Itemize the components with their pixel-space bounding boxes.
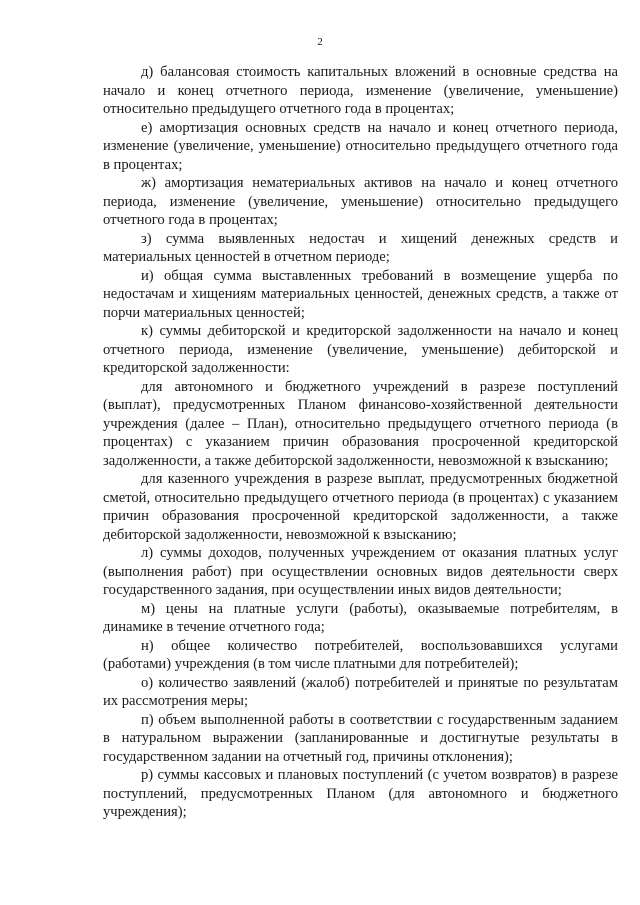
paragraph-i: и) общая сумма выставленных требований в возмещение ущерба по недостачам и хищениям материальных ценностей, денежных средств, а также от порчи материальных ценностей; [103,267,618,321]
paragraph-l: л) суммы доходов, полученных учреждением от оказания платных услуг (выполнения работ) при осуществлении основных видов деятельности сверх государственного задания, при осуществлении иных видов деятельности; [103,545,618,598]
paragraph-n: н) общее количество потребителей, воспользовавшихся услугами (работами) учреждения (в том числе платными для потребителей); [103,637,618,672]
paragraph-k-autonomous: для автономного и бюджетного учреждений в разрезе поступлений (выплат), предусмотренных Планом финансово-хозяйственной деятельности учреждения (далее – План), относительно предыдущего отчетного периода (в процентах) с указанием причин образования просроченной кредиторской задолженности, а также дебиторской задолженности, невозможной к взысканию; [103,378,618,469]
paragraph-p: п) объем выполненной работы в соответствии с государственным заданием в натуральном выражении (запланированные и достигнутые результаты в государственном задании на отчетный год, причины отклонения); [103,711,618,765]
document-body [103,63,618,822]
paragraph-e: е) амортизация основных средств на начало и конец отчетного периода, изменение (увеличение, уменьшение) относительно предыдущего отчетного года в процентах; [103,119,618,173]
page-number: 2 [317,36,323,48]
paragraph-m: м) цены на платные услуги (работы), оказываемые потребителям, в динамике в течение отчетного года; [103,600,618,635]
paragraph-zh: ж) амортизация нематериальных активов на начало и конец отчетного периода, изменение (увеличение, уменьшение) относительно предыдущего отчетного года в процентах; [103,175,618,228]
paragraph-k: к) суммы дебиторской и кредиторской задолженности на начало и конец отчетного периода, изменение (увеличение, уменьшение) дебиторской и кредиторской задолженности: [103,323,618,376]
paragraph-r: р) суммы кассовых и плановых поступлений (с учетом возвратов) в разрезе поступлений, предусмотренных Планом (для автономного и бюджетного учреждения); [103,767,618,820]
paragraph-k-state: для казенного учреждения в разрезе выплат, предусмотренных бюджетной сметой, относительно предыдущего отчетного периода (в процентах) с указанием причин образования просроченной кредиторской задолженности, а также дебиторской задолженности, невозможной к взысканию; [103,471,618,543]
paragraph-o: о) количество заявлений (жалоб) потребителей и принятые по результатам их рассмотрения меры; [103,674,618,709]
paragraph-d: д) балансовая стоимость капитальных вложений в основные средства на начало и конец отчетного периода, изменение (увеличение, уменьшение) относительно предыдущего отчетного года в процентах; [103,64,618,117]
paragraph-z: з) сумма выявленных недостач и хищений денежных средств и материальных ценностей в отчетном периоде; [103,230,618,265]
